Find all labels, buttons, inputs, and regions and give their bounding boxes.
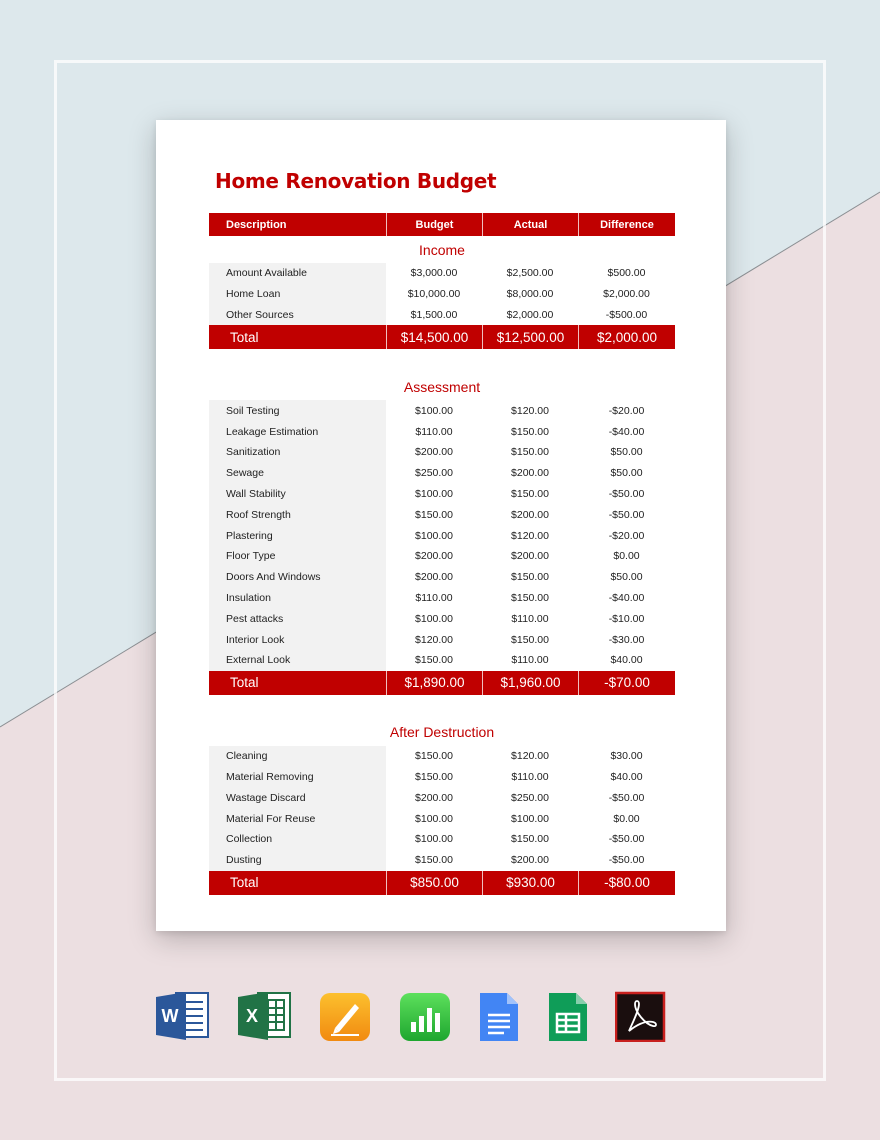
table-row: [209, 284, 675, 305]
total-label: Total: [230, 875, 259, 891]
row-description: Dusting: [209, 850, 386, 871]
table-row: [209, 546, 675, 567]
row-actual: $150.00: [511, 446, 549, 459]
table-row: [209, 504, 675, 525]
row-description: Sewage: [209, 463, 386, 484]
apple-pages-icon[interactable]: [319, 990, 371, 1042]
table-row: [209, 263, 675, 284]
row-budget: $200.00: [415, 571, 453, 584]
row-difference: -$40.00: [608, 425, 645, 438]
table-row: [209, 850, 675, 871]
row-difference: -$10.00: [608, 612, 645, 625]
row-actual: $150.00: [511, 833, 549, 846]
row-actual: $150.00: [511, 633, 549, 646]
row-budget: $150.00: [415, 508, 453, 521]
row-description: Soil Testing: [209, 400, 386, 421]
row-difference: $50.00: [610, 467, 643, 480]
row-actual: $250.00: [511, 791, 549, 804]
row-difference: $0.00: [613, 812, 640, 825]
table-body: [209, 236, 675, 895]
svg-text:X: X: [245, 1006, 259, 1026]
total-actual: $1,960.00: [482, 671, 578, 695]
google-docs-icon[interactable]: [478, 990, 520, 1042]
table-row: [209, 400, 675, 421]
row-budget: $100.00: [415, 612, 453, 625]
row-difference: $30.00: [610, 750, 643, 763]
row-description: Sanitization: [209, 442, 386, 463]
row-description: Floor Type: [209, 546, 386, 567]
row-budget: $250.00: [415, 467, 453, 480]
section-spacer: [209, 695, 675, 719]
row-actual: $150.00: [511, 487, 549, 500]
row-difference: $50.00: [610, 571, 643, 584]
row-budget: $150.00: [415, 770, 453, 783]
row-description: Other Sources: [209, 305, 386, 326]
row-budget: $110.00: [415, 425, 453, 438]
row-difference: -$40.00: [608, 591, 645, 604]
total-label: Total: [230, 329, 259, 345]
table-row: [209, 421, 675, 442]
apple-numbers-icon[interactable]: [399, 990, 451, 1042]
column-header-budget: Budget: [386, 213, 482, 236]
row-actual: $200.00: [511, 550, 549, 563]
row-actual: $150.00: [511, 591, 549, 604]
row-difference: -$50.00: [608, 508, 645, 521]
row-budget: $100.00: [415, 404, 453, 417]
total-budget: $1,890.00: [386, 671, 482, 695]
row-description: Roof Strength: [209, 504, 386, 525]
row-description: Interior Look: [209, 629, 386, 650]
row-budget: $100.00: [415, 833, 453, 846]
document-page: [156, 120, 726, 931]
row-description: Cleaning: [209, 746, 386, 767]
row-budget: $150.00: [415, 654, 453, 667]
row-difference: -$50.00: [608, 833, 645, 846]
table-row: [209, 525, 675, 546]
row-description: Material Removing: [209, 767, 386, 788]
row-difference: -$20.00: [608, 404, 645, 417]
row-difference: $40.00: [610, 654, 643, 667]
row-budget: $150.00: [415, 854, 453, 867]
row-difference: -$30.00: [608, 633, 645, 646]
table-row: [209, 650, 675, 671]
column-header-actual: Actual: [482, 213, 578, 236]
row-budget: $200.00: [415, 550, 453, 563]
row-difference: $2,000.00: [603, 288, 650, 301]
row-actual: $110.00: [511, 612, 549, 625]
total-actual: $930.00: [482, 871, 578, 895]
row-budget: $100.00: [415, 529, 453, 542]
row-budget: $3,000.00: [410, 267, 458, 280]
table-row: [209, 767, 675, 788]
table-row: [209, 746, 675, 767]
row-budget: $100.00: [415, 487, 453, 500]
row-description: Leakage Estimation: [209, 421, 386, 442]
total-difference: -$80.00: [578, 871, 675, 895]
row-actual: $200.00: [511, 508, 549, 521]
table-row: [209, 588, 675, 609]
total-difference: $2,000.00: [578, 325, 675, 349]
row-actual: $120.00: [511, 529, 549, 542]
table-row: [209, 787, 675, 808]
column-header-description: Description: [226, 218, 287, 231]
row-budget: $1,500.00: [410, 308, 458, 321]
row-difference: -$50.00: [608, 854, 645, 867]
total-difference: -$70.00: [578, 671, 675, 695]
row-difference: -$500.00: [605, 308, 648, 321]
row-difference: $0.00: [613, 550, 640, 563]
table-row: [209, 305, 675, 326]
table-row: [209, 484, 675, 505]
row-difference: $500.00: [607, 267, 646, 280]
total-budget: $14,500.00: [386, 325, 482, 349]
row-difference: -$20.00: [608, 529, 645, 542]
row-actual: $8,000.00: [506, 288, 554, 301]
row-budget: $100.00: [415, 812, 453, 825]
section-spacer: [209, 349, 675, 373]
row-difference: -$50.00: [608, 487, 645, 500]
row-actual: $100.00: [511, 812, 549, 825]
row-budget: $200.00: [415, 446, 453, 459]
row-actual: $2,500.00: [506, 267, 554, 280]
table-row: [209, 829, 675, 850]
table-row: [209, 567, 675, 588]
adobe-pdf-icon[interactable]: [615, 990, 667, 1042]
total-row: [209, 671, 675, 695]
total-budget: $850.00: [386, 871, 482, 895]
row-difference: -$50.00: [608, 791, 645, 804]
svg-text:W: W: [161, 1006, 179, 1026]
row-description: Collection: [209, 829, 386, 850]
table-row: [209, 463, 675, 484]
row-actual: $120.00: [511, 404, 549, 417]
format-icons: [0, 990, 880, 1050]
google-sheets-icon[interactable]: [547, 990, 589, 1042]
document-title: Home Renovation Budget: [215, 169, 497, 193]
row-actual: $2,000.00: [506, 308, 554, 321]
section-title: Income: [419, 241, 465, 258]
row-budget: $10,000.00: [407, 288, 461, 301]
table-row: [209, 808, 675, 829]
budget-table: [209, 213, 675, 895]
row-budget: $200.00: [415, 791, 453, 804]
row-description: Material For Reuse: [209, 808, 386, 829]
row-actual: $200.00: [511, 854, 549, 867]
total-row: [209, 871, 675, 895]
section-title: After Destruction: [389, 724, 495, 741]
row-budget: $120.00: [415, 633, 453, 646]
section-title: Assessment: [403, 378, 481, 395]
row-actual: $150.00: [511, 425, 549, 438]
row-description: Pest attacks: [209, 608, 386, 629]
row-description: External Look: [209, 650, 386, 671]
table-header: [209, 213, 675, 236]
table-row: [209, 629, 675, 650]
row-actual: $150.00: [511, 571, 549, 584]
row-budget: $110.00: [415, 591, 453, 604]
ms-word-icon[interactable]: [156, 990, 210, 1042]
column-header-difference: Difference: [578, 213, 675, 236]
row-actual: $110.00: [511, 654, 549, 667]
row-description: Plastering: [209, 525, 386, 546]
row-description: Wall Stability: [209, 484, 386, 505]
ms-excel-icon[interactable]: [238, 990, 292, 1042]
row-actual: $110.00: [511, 770, 549, 783]
total-row: [209, 325, 675, 349]
row-actual: $200.00: [511, 467, 549, 480]
row-difference: $40.00: [610, 770, 643, 783]
row-description: Amount Available: [209, 263, 386, 284]
table-row: [209, 442, 675, 463]
row-description: Insulation: [209, 588, 386, 609]
total-actual: $12,500.00: [482, 325, 578, 349]
row-actual: $120.00: [511, 750, 549, 763]
row-budget: $150.00: [415, 750, 453, 763]
total-label: Total: [230, 675, 259, 691]
table-row: [209, 608, 675, 629]
row-difference: $50.00: [610, 446, 643, 459]
row-description: Doors And Windows: [209, 567, 386, 588]
row-description: Home Loan: [209, 284, 386, 305]
row-description: Wastage Discard: [209, 787, 386, 808]
